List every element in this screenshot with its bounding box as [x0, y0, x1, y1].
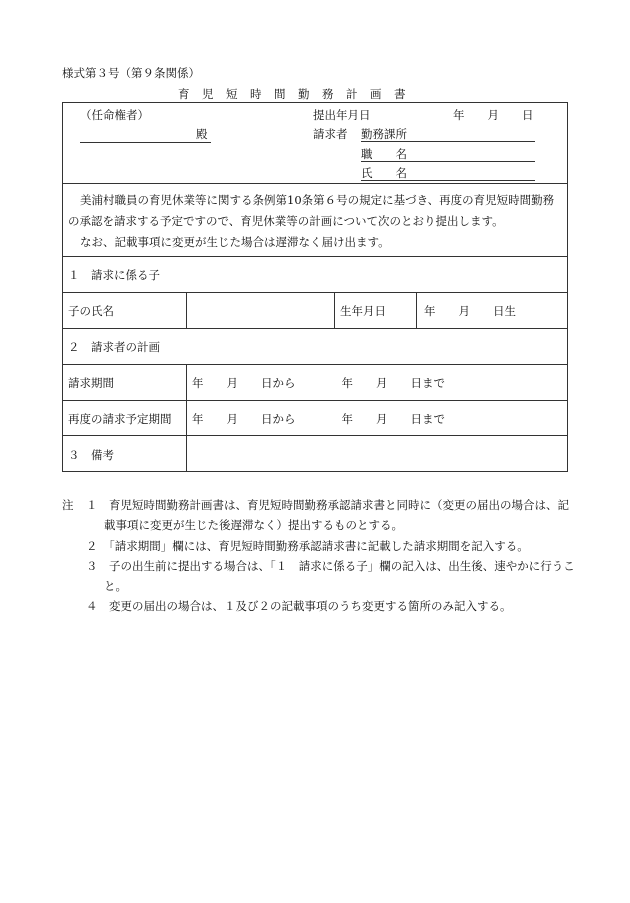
birth-date-field[interactable]: 年 月 日生: [424, 304, 516, 318]
period-label: 請求期間: [68, 376, 114, 390]
period-field[interactable]: 年 月 日から 年 月 日まで: [192, 376, 445, 390]
re-period-field[interactable]: 年 月 日から 年 月 日まで: [192, 412, 445, 426]
note-2: ２ 「請求期間」欄には、育児短時間勤務承認請求書に記載した請求期間を記入する。: [86, 539, 529, 553]
form-number: 様式第３号（第９条関係）: [62, 66, 200, 80]
note-1-line-1: １ 育児短時間勤務計画書は、育児短時間勤務承認請求書と同時に（変更の届出の場合は、記: [86, 498, 569, 512]
re-period-label: 再度の請求予定期間: [68, 412, 172, 426]
remarks-field[interactable]: [187, 436, 567, 471]
notes-prefix: 注: [62, 498, 74, 512]
name-underline[interactable]: [361, 180, 535, 181]
dept-label: 勤務課所: [361, 127, 407, 141]
page-title: 育 児 短 時 間 勤 務 計 画 書: [178, 87, 406, 101]
note-3-line-1: ３ 子の出生前に提出する場合は、「１ 請求に係る子」欄の記入は、出生後、速やかに行うこ: [86, 559, 575, 573]
section-1-heading: １ 請求に係る子: [68, 268, 160, 282]
statement-line-1: 美浦村職員の育児休業等に関する条例第10条第６号の規定に基づき、再度の育児短時間勤務: [80, 193, 555, 207]
section-3-heading: ３ 備考: [68, 448, 114, 462]
authority-label: （任命権者）: [80, 108, 149, 122]
note-1-line-2: 載事項に変更が生じた後遅滞なく）提出するものとする。: [104, 518, 403, 532]
authority-underline[interactable]: [80, 142, 211, 143]
note-3-line-2: と。: [104, 579, 127, 593]
section-2-heading: ２ 請求者の計画: [68, 340, 160, 354]
requester-label: 請求者: [313, 127, 348, 141]
position-underline[interactable]: [361, 161, 535, 162]
child-name-field[interactable]: [187, 293, 334, 328]
dono-label: 殿: [196, 127, 208, 141]
name-label: 氏 名: [361, 166, 407, 180]
submit-date-blank[interactable]: 年 月 日: [453, 108, 534, 122]
dept-underline[interactable]: [361, 141, 535, 142]
birth-date-label: 生年月日: [340, 304, 386, 318]
child-name-label: 子の氏名: [68, 304, 114, 318]
submit-date-label: 提出年月日: [313, 108, 371, 122]
statement-line-3: なお、記載事項に変更が生じた場合は遅滞なく届け出ます。: [80, 235, 390, 249]
note-4: ４ 変更の届出の場合は、１及び２の記載事項のうち変更する箇所のみ記入する。: [86, 599, 512, 613]
statement-line-2: の承認を請求する予定ですので、育児休業等の計画について次のとおり提出します。: [68, 214, 504, 228]
position-label: 職 名: [361, 147, 407, 161]
